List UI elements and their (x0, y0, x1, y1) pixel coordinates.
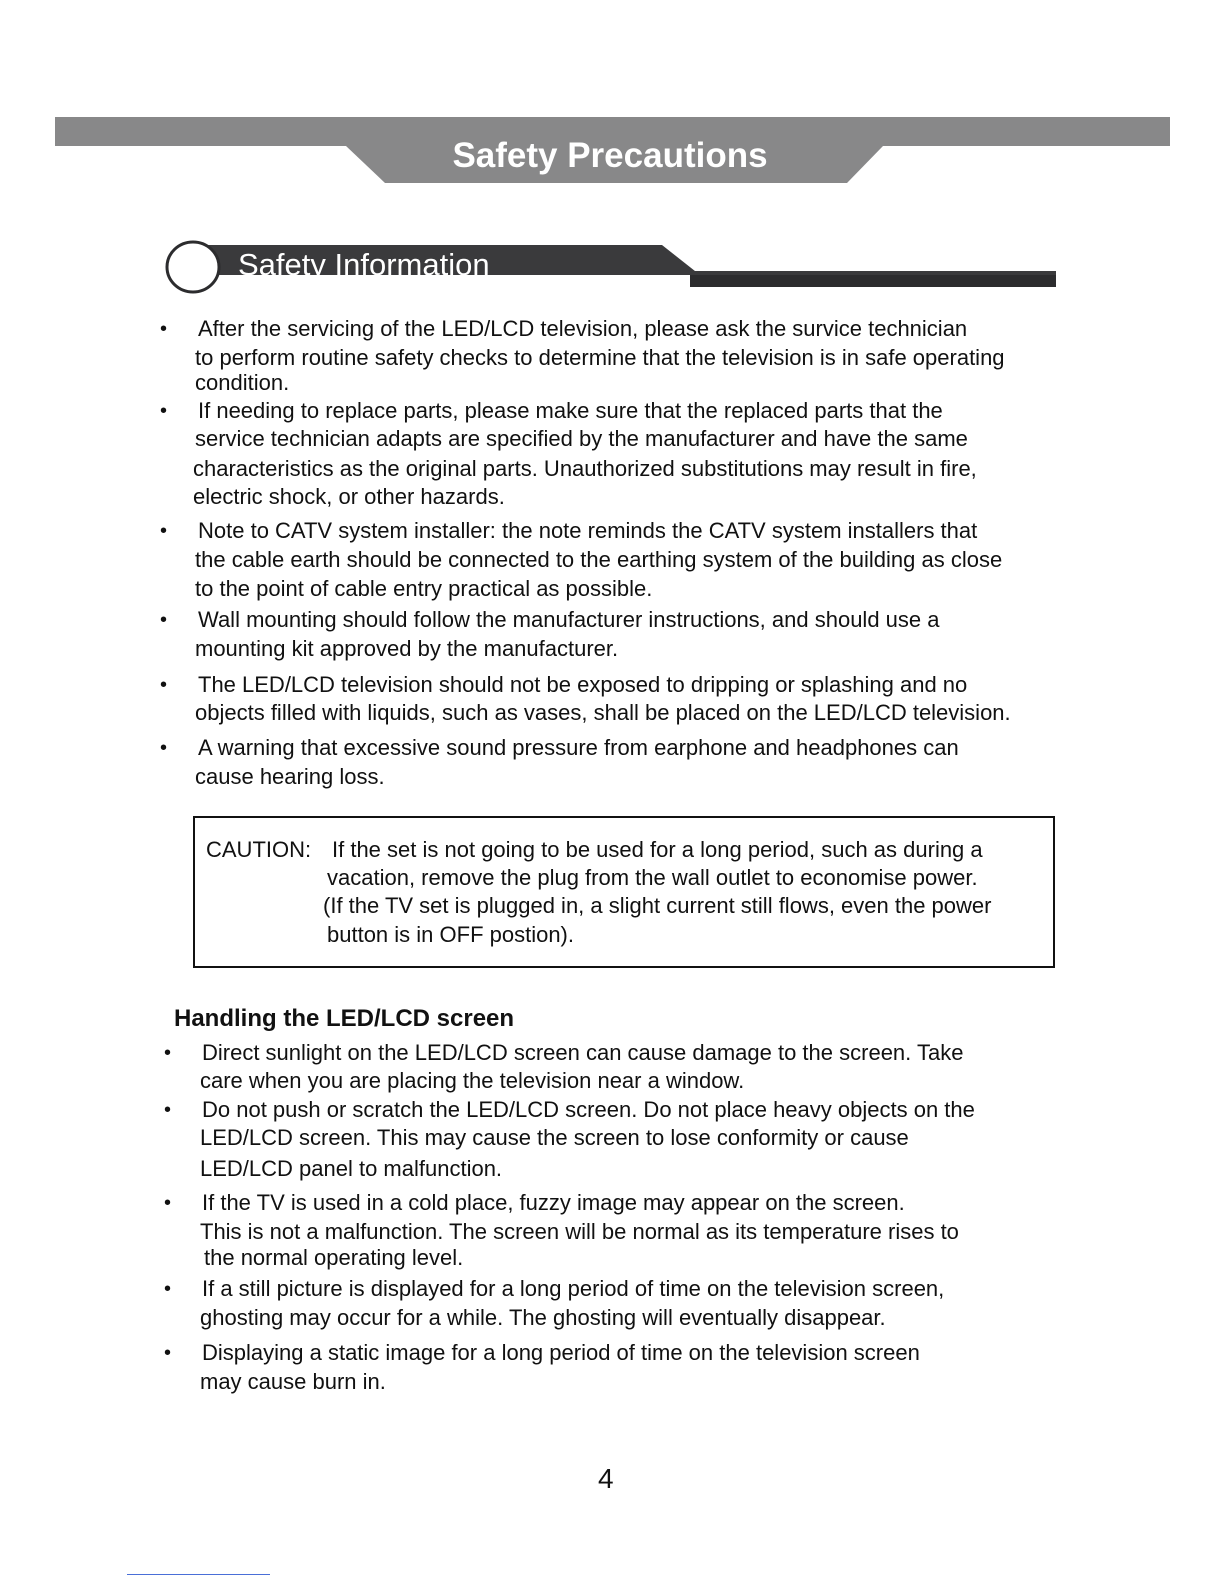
section-title: Safety Information (238, 247, 490, 282)
bullet-icon: • (160, 674, 168, 696)
list-item-line: the normal operating level. (204, 1245, 464, 1270)
page-title: Safety Precautions (452, 136, 768, 175)
bullet-icon: • (160, 318, 168, 340)
bullet-icon: • (160, 737, 168, 759)
list-item-line: Wall mounting should follow the manufacturer instructions, and should use a (198, 607, 940, 632)
list-item-line: The LED/LCD television should not be exposed to dripping or splashing and no (198, 672, 968, 697)
section-circle-icon (167, 242, 219, 292)
bullet-icon: • (160, 609, 168, 631)
list-item-line: characteristics as the original parts. Unauthorized substitutions may result in fire, (193, 456, 977, 481)
list-item-line: If the TV is used in a cold place, fuzzy image may appear on the screen. (202, 1190, 905, 1215)
caution-line: vacation, remove the plug from the wall outlet to economise power. (327, 865, 978, 890)
list-item-line: objects filled with liquids, such as vases, shall be placed on the LED/LCD television. (195, 700, 1011, 725)
caution-label: CAUTION: (206, 837, 312, 862)
bullet-icon: • (164, 1342, 172, 1364)
list-item-line: If a still picture is displayed for a long period of time on the television screen, (202, 1276, 945, 1301)
list-item-line: Direct sunlight on the LED/LCD screen can cause damage to the screen. Take (202, 1040, 964, 1065)
list-item-line: cause hearing loss. (195, 764, 385, 789)
bullet-icon: • (164, 1192, 172, 1214)
caution-line: If the set is not going to be used for a long period, such as during a (332, 837, 983, 862)
list-item-line: LED/LCD panel to malfunction. (200, 1156, 503, 1181)
list-item-line: If needing to replace parts, please make sure that the replaced parts that the (198, 398, 943, 423)
list-item-line: A warning that excessive sound pressure from earphone and headphones can (198, 735, 959, 760)
list-item-line: After the servicing of the LED/LCD television, please ask the survice technician (198, 316, 968, 341)
bullet-icon: • (164, 1278, 172, 1300)
list-item-line: ghosting may occur for a while. The ghosting will eventually disappear. (200, 1305, 886, 1330)
caution-line: button is in OFF postion). (327, 922, 574, 947)
page-number: 4 (598, 1463, 614, 1494)
list-item-line: Do not push or scratch the LED/LCD screen. Do not place heavy objects on the (202, 1097, 975, 1122)
list-item-line: This is not a malfunction. The screen will be normal as its temperature rises to (200, 1219, 959, 1244)
list-item-line: to the point of cable entry practical as possible. (195, 576, 653, 601)
bullet-icon: • (160, 400, 168, 422)
caution-line: (If the TV set is plugged in, a slight current still flows, even the power (323, 893, 992, 918)
list-item-line: may cause burn in. (200, 1369, 386, 1394)
list-item-line: electric shock, or other hazards. (193, 484, 505, 509)
list-item-line: LED/LCD screen. This may cause the screen to lose conformity or cause (200, 1125, 909, 1150)
section-banner (0, 0, 1225, 300)
list-item-line: the cable earth should be connected to the earthing system of the building as close (195, 547, 1003, 572)
list-item-line: Displaying a static image for a long period of time on the television screen (202, 1340, 920, 1365)
list-item-line: to perform routine safety checks to determine that the television is in safe operating (195, 345, 1005, 370)
subsection-title: Handling the LED/LCD screen (174, 1005, 515, 1032)
list-item-line: mounting kit approved by the manufacturer. (195, 636, 619, 661)
footer-rule (127, 1574, 270, 1575)
list-item-line: care when you are placing the television near a window. (200, 1068, 745, 1093)
list-item-line: condition. (195, 370, 290, 395)
bullet-icon: • (164, 1042, 172, 1064)
list-item-line: Note to CATV system installer: the note reminds the CATV system installers that (198, 518, 978, 543)
bullet-icon: • (164, 1099, 172, 1121)
bullet-icon: • (160, 520, 168, 542)
list-item-line: service technician adapts are specified by the manufacturer and have the same (195, 426, 968, 451)
